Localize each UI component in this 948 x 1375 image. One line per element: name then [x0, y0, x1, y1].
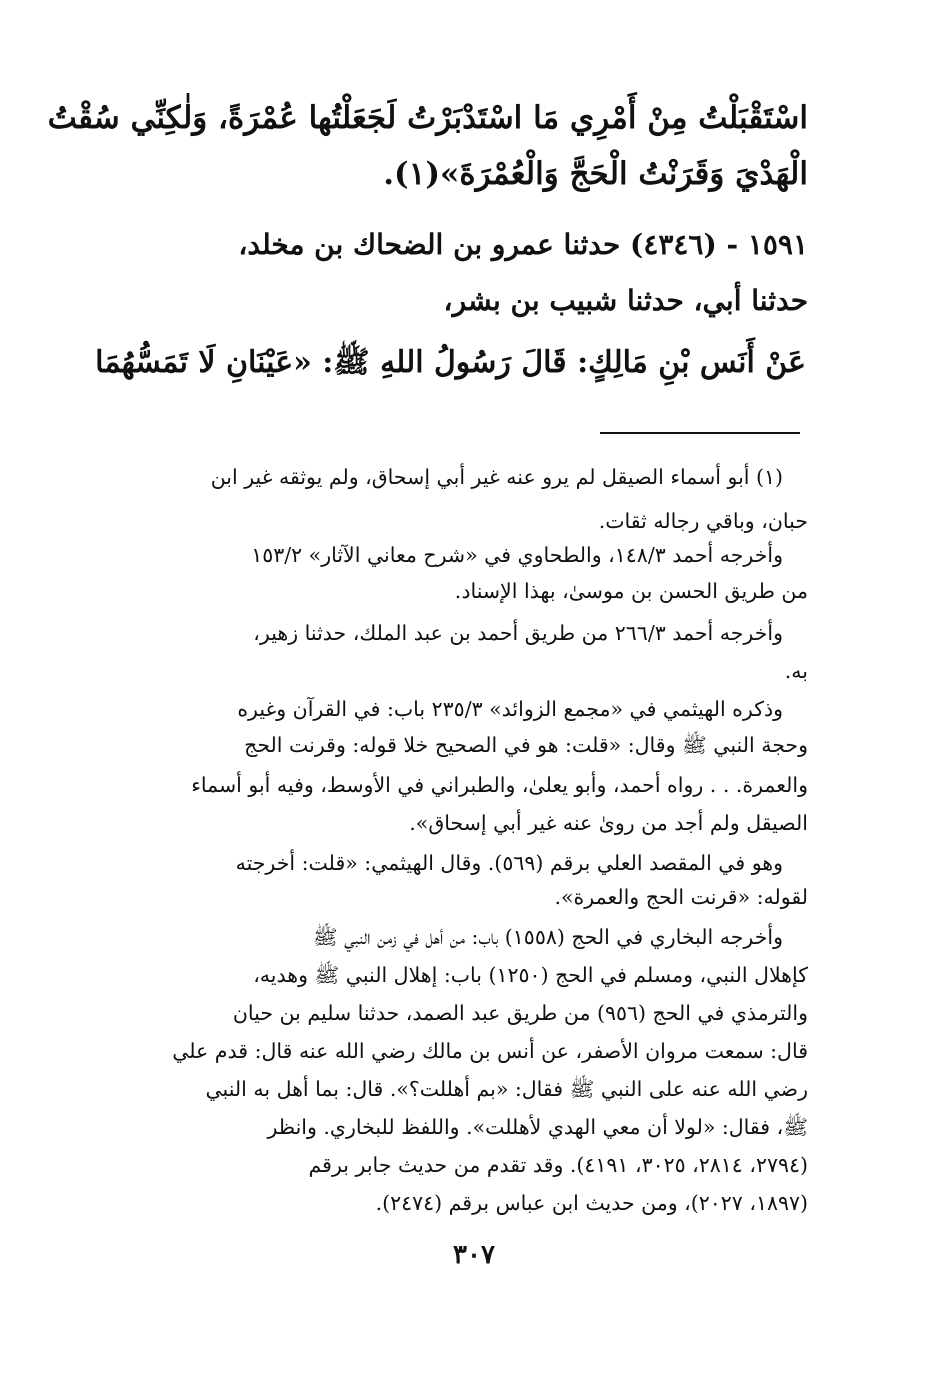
footnote-line: رضي الله عنه على النبي ﷺ فقال: «بم أهللت؟». قال: بما أهل به النبي	[205, 1077, 808, 1101]
footnote-line: حبان، وباقي رجاله ثقات.	[598, 509, 808, 533]
hadith-chain-line: حدثنا أبي، حدثنا شبيب بن بشر،	[443, 284, 808, 317]
footnote-line: وحجة النبي ﷺ وقال: «قلت: هو في الصحيح خلا قوله: وقرنت الحج	[244, 733, 808, 757]
footnote-line: وذكره الهيثمي في «مجمع الزوائد» ٢٣٥/٣ باب: في القرآن وغيره	[237, 697, 783, 721]
footnote-line: (١) أبو أسماء الصيقل لم يرو عنه غير أبي إسحاق، ولم يوثقه غير ابن	[210, 465, 783, 489]
page-number: ٣٠٧	[453, 1240, 495, 1270]
footnote-line: قال: سمعت مروان الأصفر، عن أنس بن مالك رضي الله عنه قال: قدم علي	[172, 1039, 808, 1063]
footnote-line: به.	[784, 659, 808, 683]
footnote-line: كإهلال النبي، ومسلم في الحج (١٢٥٠) باب: إهلال النبي ﷺ وهديه،	[253, 963, 808, 987]
footnote-line: ﷺ، فقال: «لولا أن معي الهدي لأهللت». واللفظ للبخاري. وانظر	[267, 1115, 808, 1139]
footnote-line: (٢٧٩٤، ٢٨١٤، ٣٠٢٥، ٤١٩١). وقد تقدم من حديث جابر برقم	[308, 1153, 808, 1177]
footnote-line: وأخرجه أحمد ٢٦٦/٣ من طريق أحمد بن عبد الملك، حدثنا زهير،	[253, 621, 783, 645]
hadith-text-line: الْهَدْيَ وَقَرَنْتُ الْحَجَّ وَالْعُمْرَةَ»(١).	[383, 156, 808, 192]
footnote-line: وهو في المقصد العلي برقم (٥٦٩). وقال الهيثمي: «قلت: أخرجته	[235, 851, 783, 875]
footnote-line: والعمرة. . . رواه أحمد، وأبو يعلىٰ، والطبراني في الأوسط، وفيه أبو أسماء	[191, 773, 808, 797]
hadith-text-line: عَنْ أَنَس بْنِ مَالِكٍ: قَالَ رَسُولُ اللهِ ﷺ: «عَيْنَانِ لَا تَمَسُّهُمَا	[95, 345, 806, 380]
footnote-line: الصيقل ولم أجد من روىٰ عنه غير أبي إسحاق».	[409, 811, 808, 835]
footnote-line: (١٨٩٧، ٢٠٢٧)، ومن حديث ابن عباس برقم (٢٤٧٤).	[375, 1191, 808, 1215]
footnote-separator	[600, 432, 800, 434]
footnote-line: والترمذي في الحج (٩٥٦) من طريق عبد الصمد، حدثنا سليم بن حيان	[232, 1001, 808, 1025]
hadith-text-line: اسْتَقْبَلْتُ مِنْ أَمْرِي مَا اسْتَدْبَرْتُ لَجَعَلْتُها عُمْرَةً، وَلٰكِنِّي سُقْتُ	[47, 100, 808, 136]
footnote-line: لقوله: «قرنت الحج والعمرة».	[554, 885, 808, 909]
footnote-line: من طريق الحسن بن موسىٰ، بهذا الإسناد.	[454, 579, 808, 603]
footnote-line: وأخرجه البخاري في الحج (١٥٥٨) باب: من أهل في زمن النبي ﷺ	[312, 925, 783, 949]
hadith-chain-line: ١٥٩١ - (٤٣٤٦) حدثنا عمرو بن الضحاك بن مخلد،	[238, 228, 808, 261]
footnote-line: وأخرجه أحمد ١٤٨/٣، والطحاوي في «شرح معاني الآثار» ١٥٣/٢	[251, 543, 783, 567]
